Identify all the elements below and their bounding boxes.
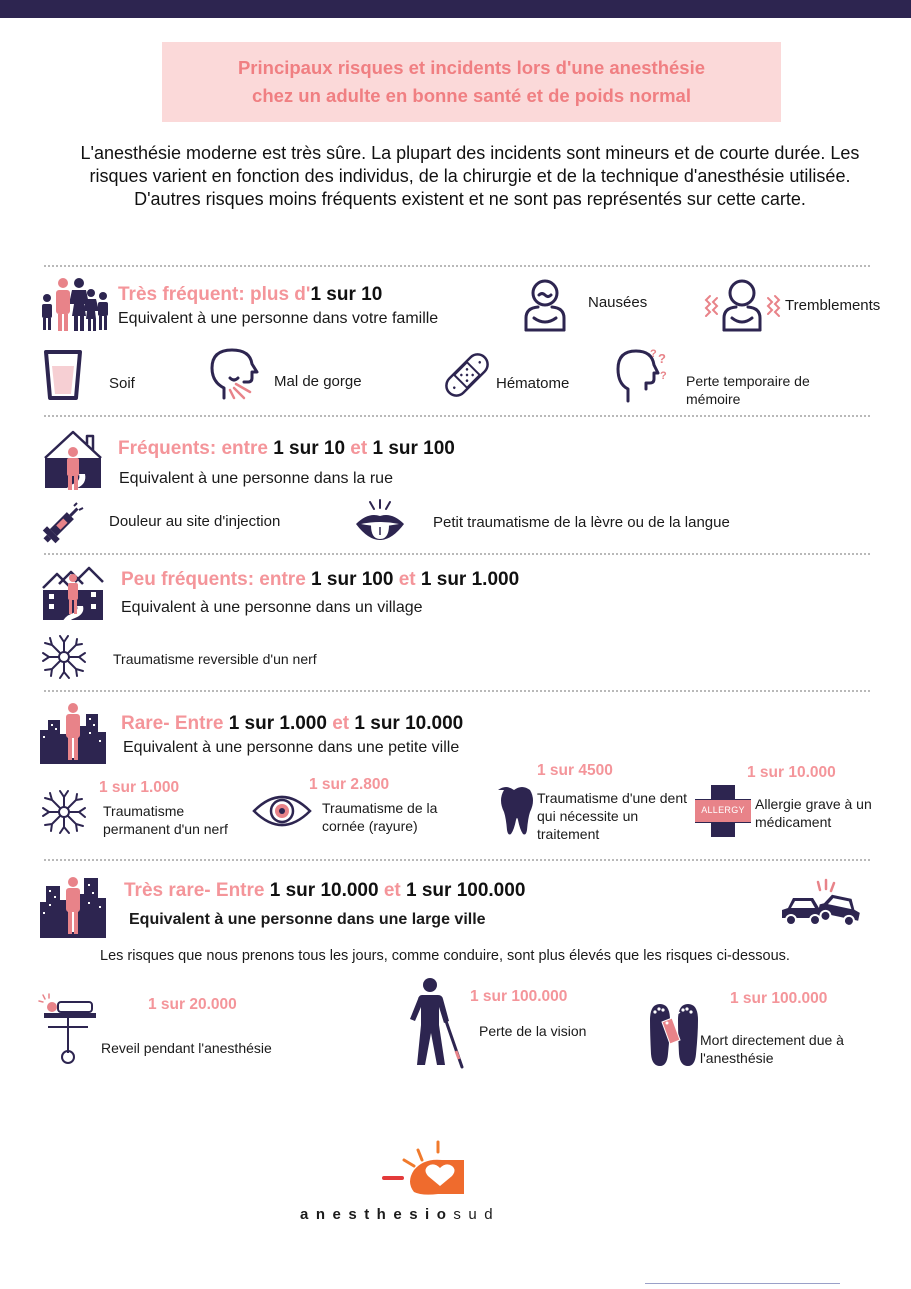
separator <box>44 690 870 692</box>
shivering-icon <box>702 278 782 332</box>
uncommon-heading <box>121 569 519 591</box>
shivering-label: Tremblements <box>785 297 881 314</box>
street-icon <box>41 428 105 494</box>
nausea-label: Nausées <box>588 294 648 311</box>
allergy-icon <box>695 785 751 837</box>
tooth-label: Traumatisme d'une dent qui nécessite un traitement <box>537 790 688 842</box>
frequent-equivalent: Equivalent à une personne dans la rue <box>119 470 393 487</box>
permanent-nerve-rate: 1 sur 1.000 <box>99 779 180 796</box>
separator <box>44 415 870 417</box>
separator <box>44 859 870 861</box>
syringe-icon <box>44 502 84 542</box>
title-line-1: Principaux risques et incidents lors d'une anesthésie <box>237 57 706 78</box>
vision-loss-label: Perte de la vision <box>479 1023 587 1039</box>
anesthesiosud-logo-icon <box>382 1138 482 1204</box>
heading-rate-high: 1 sur 100 <box>372 438 455 459</box>
death-tag-icon <box>646 1002 702 1068</box>
death-rate: 1 sur 100.000 <box>730 990 828 1007</box>
heading-rate-low: 1 sur 10.000 <box>269 880 379 901</box>
svg-text:?: ? <box>650 348 657 360</box>
allergy-rate: 1 sur 10.000 <box>747 764 836 781</box>
tooth-icon <box>494 786 534 836</box>
separator <box>44 265 870 267</box>
logo-word-bold: anesthesio <box>300 1206 454 1223</box>
logo-wordmark <box>300 1206 500 1223</box>
rare-equivalent: Equivalent à une personne dans une petite ville <box>123 739 460 756</box>
cornea-label: Traumatisme de la cornée (rayure) <box>322 800 438 834</box>
awareness-rate: 1 sur 20.000 <box>148 996 237 1013</box>
hematoma-label: Hématome <box>496 375 570 392</box>
very-frequent-heading <box>118 284 382 306</box>
reversible-nerve-label: Traumatisme reversible d'un nerf <box>113 651 317 667</box>
lip-tongue-label: Petit traumatisme de la lèvre ou de la langue <box>433 514 730 531</box>
heading-label: Rare- Entre <box>121 713 229 734</box>
eye-icon <box>252 790 312 832</box>
permanent-nerve-label: Traumatisme permanent d'un nerf <box>103 803 228 837</box>
village-icon <box>41 562 105 624</box>
tooth-rate: 1 sur 4500 <box>537 762 613 779</box>
top-bar <box>0 0 911 18</box>
awareness-label: Reveil pendant l'anesthésie <box>101 1040 272 1056</box>
intro-paragraph: L'anesthésie moderne est très sûre. La plupart des incidents sont mineurs et de courte durée. Les risques varient en fonction des individus, de la chirurgie et de la technique d'anesthésie utilisée. D'autres risques moins fréquents existent et ne sont pas représentés sur cette carte. <box>80 143 860 209</box>
death-label: Mort directement due à l'anesthésie <box>700 1032 844 1066</box>
very-rare-heading <box>124 880 525 902</box>
car-crash-icon <box>780 880 870 934</box>
svg-text:?: ? <box>660 370 667 382</box>
injection-pain-label: Douleur au site d'injection <box>109 513 281 530</box>
large-city-icon <box>40 872 106 940</box>
cornea-rate: 1 sur 2.800 <box>309 776 390 793</box>
uncommon-equivalent: Equivalent à une personne dans un village <box>121 599 423 616</box>
very-rare-equivalent: Equivalent à une personne dans une large ville <box>129 911 486 928</box>
thirst-label: Soif <box>109 375 135 392</box>
title-box <box>162 42 781 122</box>
memory-loss-icon <box>616 345 670 403</box>
small-town-icon <box>40 700 106 766</box>
heading-rate-high: 1 sur 1.000 <box>420 569 520 590</box>
heading-and: et <box>378 880 407 901</box>
heading-and: et <box>393 569 421 590</box>
hospital-bed-icon <box>38 993 98 1065</box>
heading-rate-low: 1 sur 100 <box>311 569 394 590</box>
allergy-label: Allergie grave à un médicament <box>755 796 872 830</box>
heading-rate-high: 1 sur 100.000 <box>406 880 526 901</box>
nausea-icon <box>520 278 570 332</box>
heading-rate-low: 1 sur 10 <box>273 438 346 459</box>
svg-text:?: ? <box>658 351 666 366</box>
nerve-icon <box>40 633 88 681</box>
logo-word-light: sud <box>453 1206 501 1223</box>
rare-heading <box>121 713 463 735</box>
heading-label: Très rare- Entre <box>124 880 270 901</box>
separator <box>44 553 870 555</box>
allergy-badge: ALLERGY <box>701 805 745 815</box>
blind-person-icon <box>402 977 464 1069</box>
vision-loss-rate: 1 sur 100.000 <box>470 988 568 1005</box>
heading-and: et <box>326 713 355 734</box>
daily-risk-note: Les risques que nous prenons tous les jours, comme conduire, sont plus élevés que les risques ci-dessous. <box>100 948 790 964</box>
bandage-icon <box>444 352 490 398</box>
heading-rate-high: 1 sur 10.000 <box>354 713 464 734</box>
very-frequent-equivalent: Equivalent à une personne dans votre famille <box>118 310 439 327</box>
title-line-2: chez un adulte en bonne santé et de poids normal <box>252 85 691 106</box>
nerve-icon <box>40 788 88 836</box>
sore-throat-icon <box>210 348 260 400</box>
heading-label: Très fréquent: plus d' <box>118 284 311 305</box>
family-icon <box>41 277 109 333</box>
lips-icon <box>355 500 405 546</box>
glass-icon <box>44 350 82 400</box>
heading-label: Fréquents: entre <box>118 438 274 459</box>
heading-rate: 1 sur 10 <box>310 284 383 305</box>
memory-loss-label: Perte temporaire de mémoire <box>686 373 810 407</box>
heading-rate-low: 1 sur 1.000 <box>228 713 327 734</box>
sore-throat-label: Mal de gorge <box>274 373 362 390</box>
frequent-heading <box>118 438 455 460</box>
footer-line <box>645 1283 840 1284</box>
heading-label: Peu fréquents: entre <box>121 569 312 590</box>
heading-and: et <box>345 438 373 459</box>
